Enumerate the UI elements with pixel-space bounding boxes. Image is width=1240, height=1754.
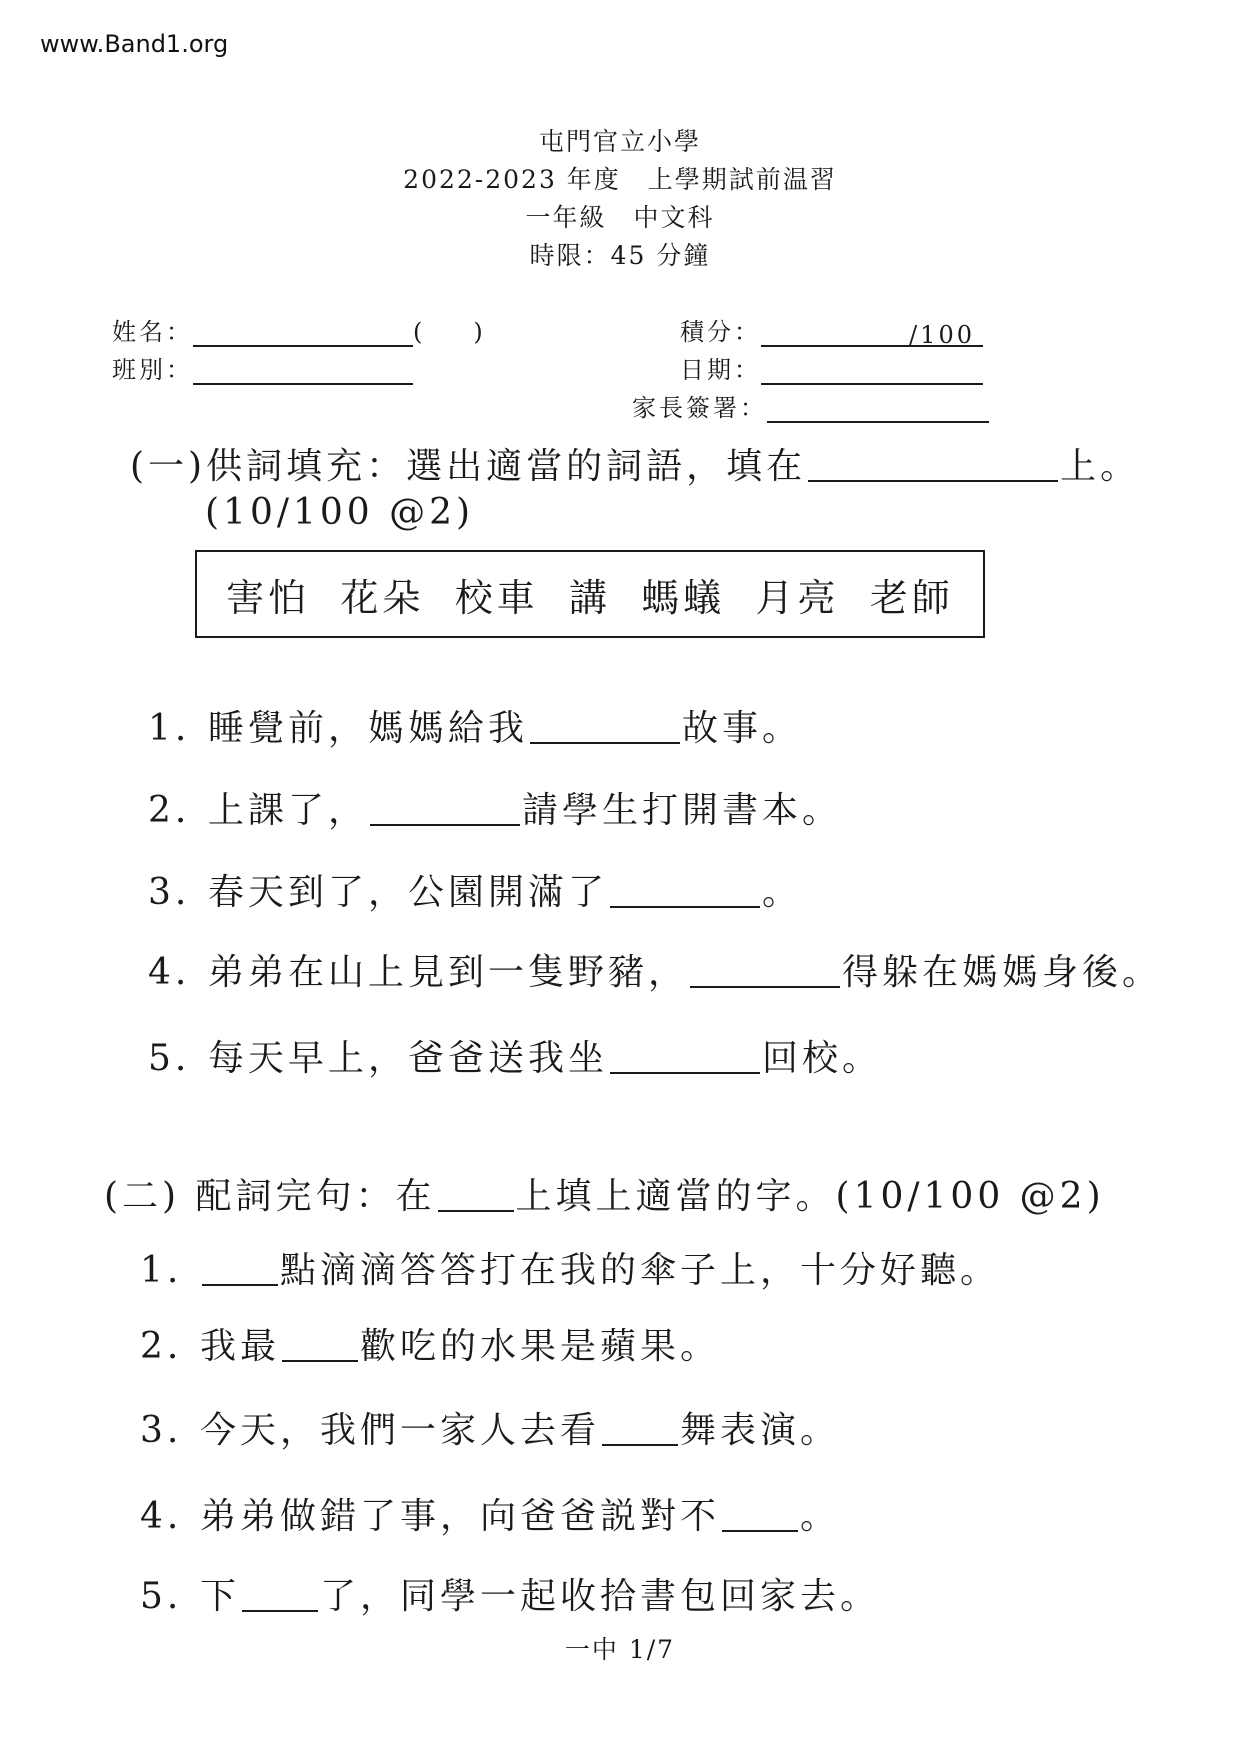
question-number: 4.	[148, 952, 191, 993]
question-text-after: 點滴滴答答打在我的傘子上，十分好聽。	[280, 1250, 1001, 1291]
s1-question-1	[148, 700, 802, 751]
question-text-after: 回校。	[762, 1038, 883, 1079]
answer-blank[interactable]	[370, 790, 520, 826]
answer-blank[interactable]	[282, 1326, 358, 1362]
word-bank	[195, 550, 985, 638]
question-text-after: 。	[762, 872, 803, 913]
page-footer: 一中 1/7	[564, 1635, 676, 1664]
section2-title-blank	[438, 1176, 514, 1212]
score-total: /100	[909, 321, 975, 349]
paren-open: (	[413, 318, 426, 346]
word-bank-item: 老師	[869, 575, 954, 620]
date-field[interactable]	[761, 357, 983, 385]
question-text-after: 故事。	[682, 708, 803, 749]
question-text-after: 得躲在媽媽身後。	[842, 952, 1163, 993]
name-field[interactable]	[193, 319, 413, 347]
question-number: 5.	[140, 1576, 183, 1617]
score-field[interactable]	[761, 321, 983, 347]
word-bank-item: 害怕	[226, 575, 311, 620]
s1-question-3	[148, 864, 802, 915]
site-url: www.Band1.org	[40, 30, 229, 58]
grade-subject: 一年級 中文科	[525, 203, 715, 232]
question-text-after: 請學生打開書本。	[522, 790, 843, 831]
paren-close: )	[473, 318, 486, 346]
section1-title-b: 上。	[1060, 446, 1141, 487]
date-label: 日期：	[680, 356, 761, 384]
score-label: 積分：	[680, 318, 761, 346]
answer-blank[interactable]	[602, 1410, 678, 1446]
s1-question-5	[148, 1030, 882, 1081]
question-text-before: 睡覺前，媽媽給我	[208, 708, 529, 749]
word-bank-item: 校車	[454, 575, 539, 620]
section1-marks: (10/100 @2)	[205, 492, 475, 533]
s2-question-1	[140, 1242, 1000, 1293]
answer-blank[interactable]	[202, 1250, 278, 1286]
s2-question-2	[140, 1318, 720, 1369]
question-text-before: 每天早上，爸爸送我坐	[208, 1038, 609, 1079]
question-number: 1.	[148, 708, 191, 749]
s2-question-3	[140, 1402, 840, 1453]
s2-question-5	[140, 1568, 880, 1619]
word-bank-item: 螞蟻	[641, 575, 726, 620]
time-limit: 時限：45 分鐘	[529, 241, 711, 270]
question-number: 1.	[140, 1250, 183, 1291]
question-text-before: 弟弟在山上見到一隻野豬，	[208, 952, 689, 993]
section1-title-a: (一)供詞填充：選出適當的詞語，填在	[130, 446, 807, 487]
name-label: 姓名：	[112, 318, 193, 346]
score-row	[680, 312, 983, 347]
class-row	[112, 350, 413, 385]
question-number: 2.	[148, 790, 191, 831]
question-number: 3.	[148, 872, 191, 913]
question-number: 5.	[148, 1038, 191, 1079]
class-label: 班別：	[112, 356, 193, 384]
word-bank-item: 月亮	[755, 575, 840, 620]
question-text-after: 了，同學一起收拾書包回家去。	[320, 1576, 881, 1617]
name-row	[112, 312, 486, 347]
parent-signature-field[interactable]	[767, 395, 989, 423]
question-text-after: 歡吃的水果是蘋果。	[360, 1326, 721, 1367]
question-text-before: 上課了，	[208, 790, 369, 831]
question-text-before: 弟弟做錯了事，向爸爸説對不	[200, 1496, 721, 1537]
question-text-before: 下	[200, 1576, 241, 1617]
section1-title	[130, 438, 1140, 489]
answer-blank[interactable]	[530, 708, 680, 744]
parent-label: 家長簽署：	[632, 394, 767, 422]
section2-title-b: 上填上適當的字。(10/100 @2)	[515, 1176, 1105, 1217]
word-bank-item: 講	[568, 575, 611, 620]
answer-blank[interactable]	[242, 1576, 318, 1612]
answer-blank[interactable]	[610, 872, 760, 908]
question-text-after: 。	[800, 1496, 841, 1537]
answer-blank[interactable]	[690, 952, 840, 988]
question-text-before: 我最	[200, 1326, 281, 1367]
question-text-before: 今天，我們一家人去看	[200, 1410, 601, 1451]
answer-blank[interactable]	[610, 1038, 760, 1074]
question-number: 2.	[140, 1326, 183, 1367]
word-bank-item: 花朵	[340, 575, 425, 620]
s1-question-4	[148, 944, 1162, 995]
question-text-before: 春天到了，公園開滿了	[208, 872, 609, 913]
question-number: 4.	[140, 1496, 183, 1537]
parent-row	[632, 388, 989, 423]
term-title: 2022-2023 年度 上學期試前温習	[403, 165, 837, 194]
section2-title-a: (二) 配詞完句：在	[104, 1176, 436, 1217]
school-name: 屯門官立小學	[538, 127, 701, 156]
question-text-after: 舞表演。	[680, 1410, 841, 1451]
answer-blank[interactable]	[722, 1496, 798, 1532]
class-field[interactable]	[193, 357, 413, 385]
section2-title	[104, 1168, 1105, 1219]
question-number: 3.	[140, 1410, 183, 1451]
s2-question-4	[140, 1488, 840, 1539]
section1-title-blank	[808, 446, 1058, 482]
s1-question-2	[148, 782, 842, 833]
date-row	[680, 350, 983, 385]
